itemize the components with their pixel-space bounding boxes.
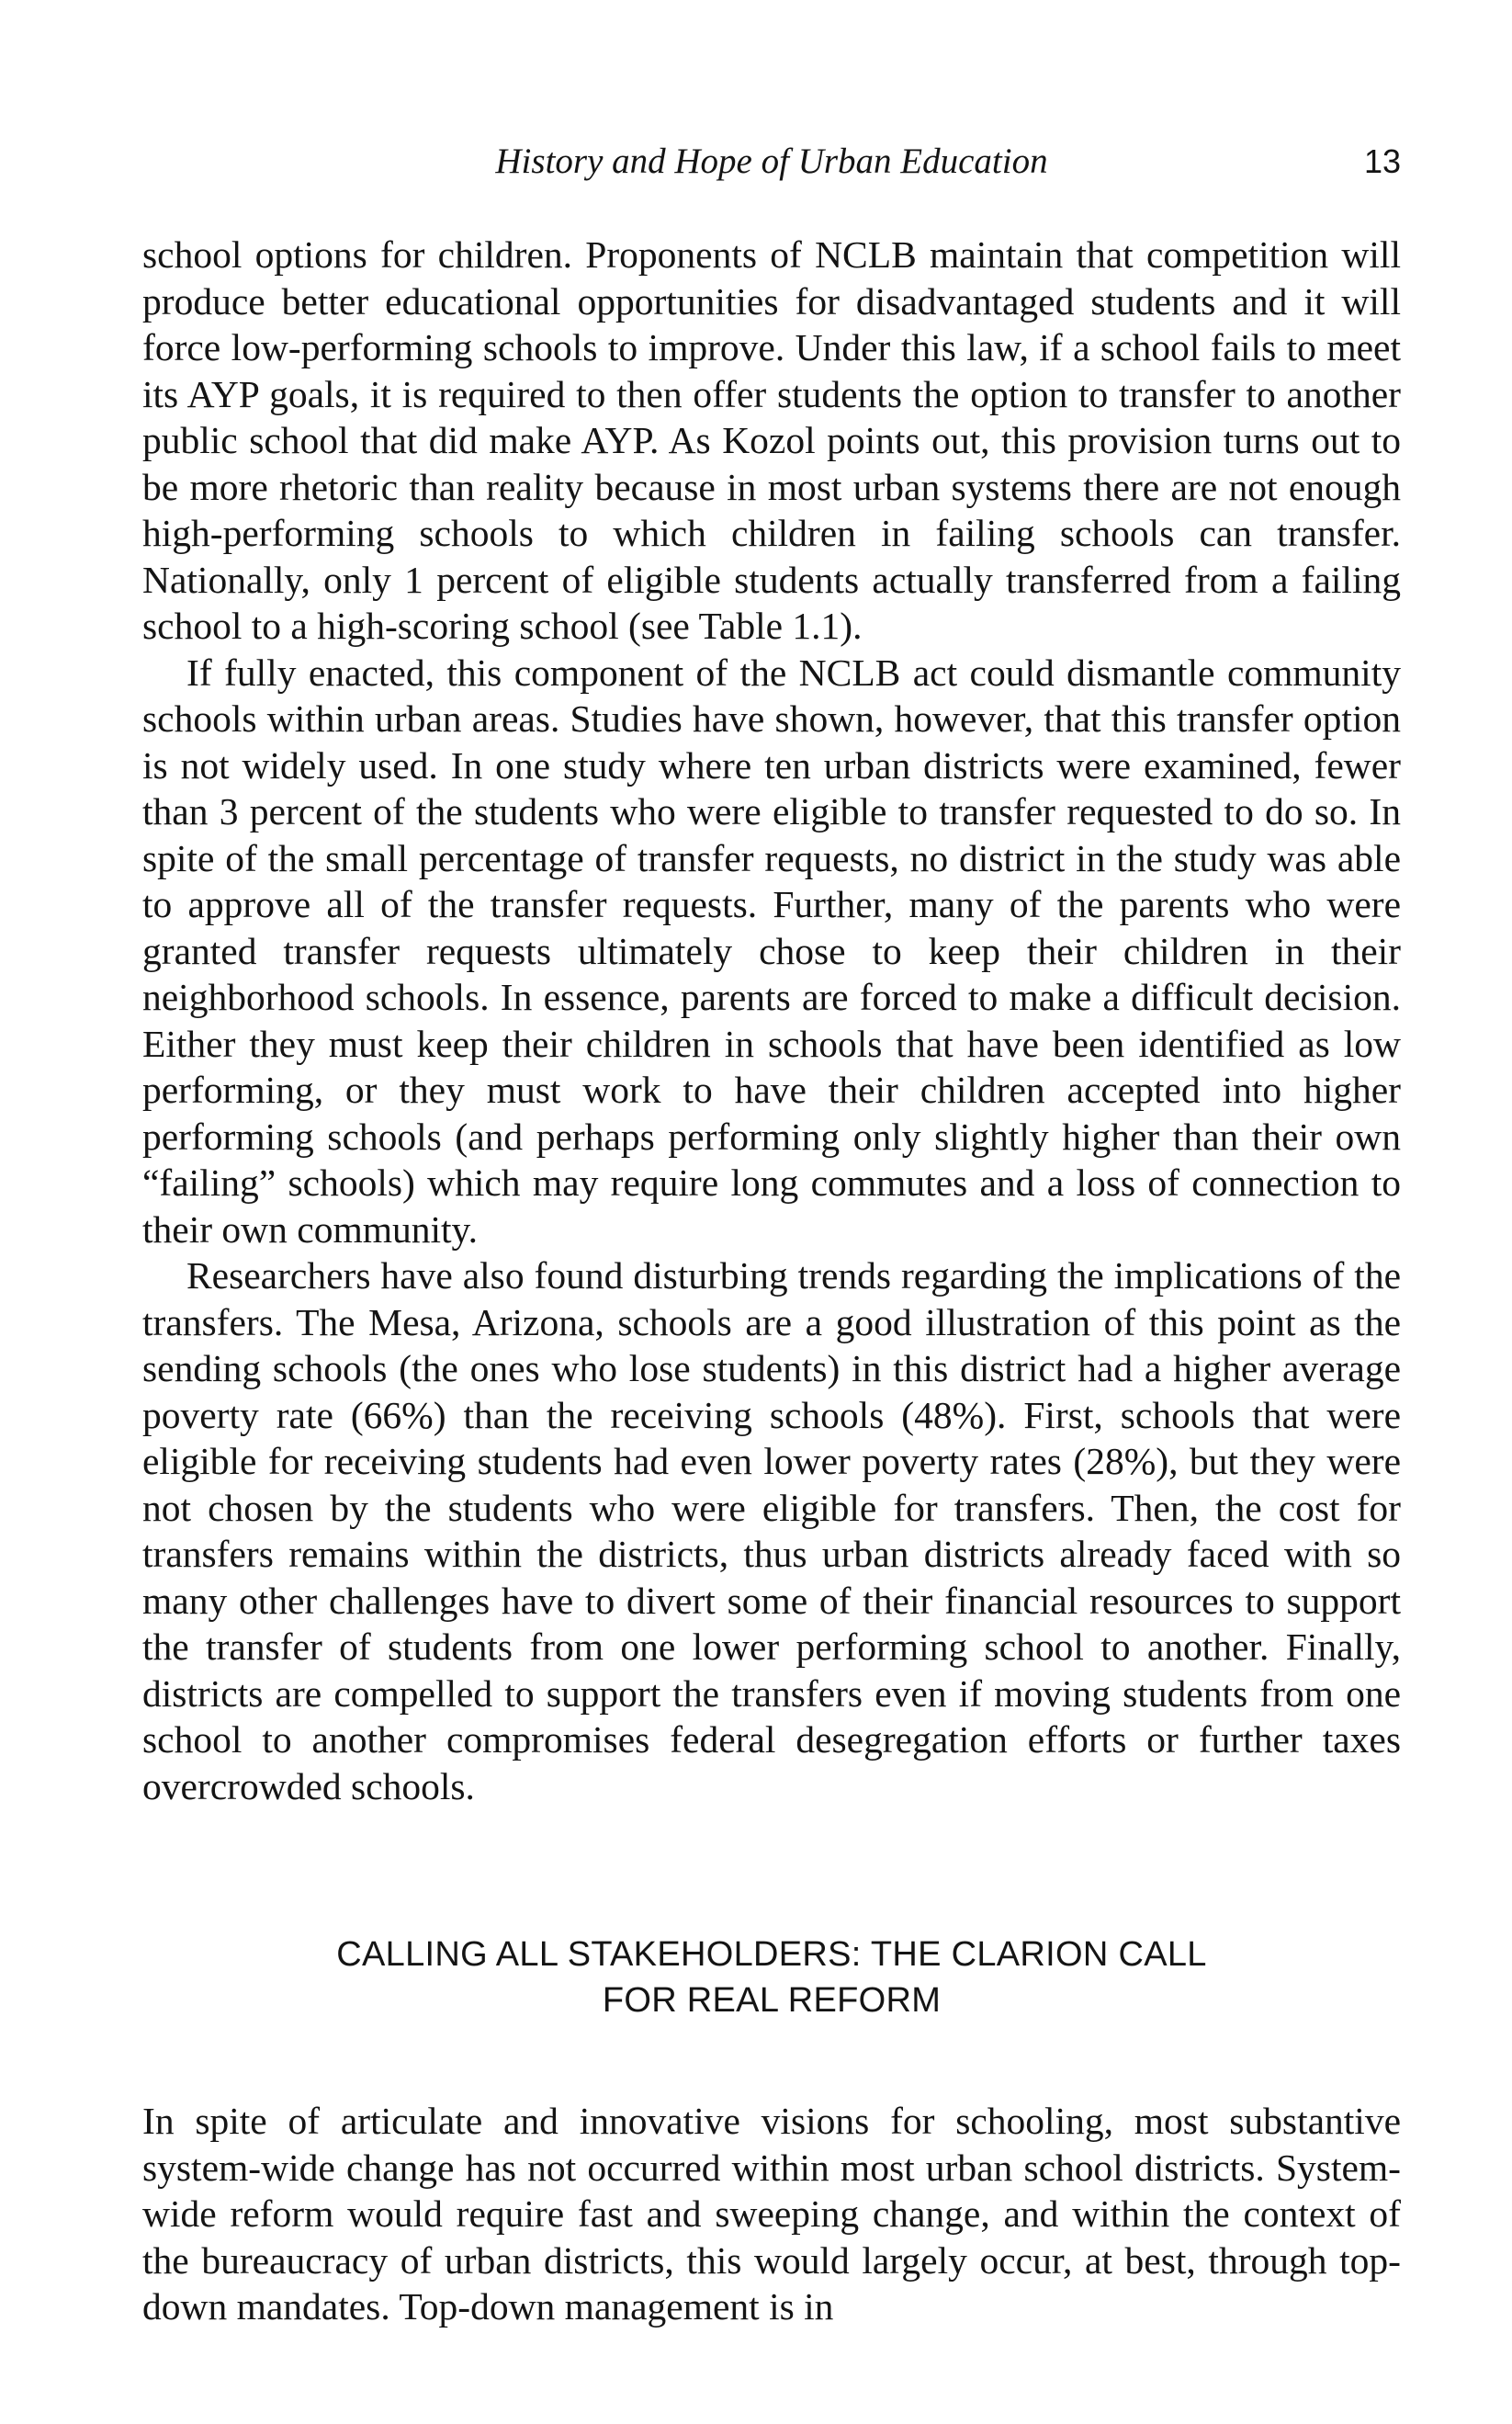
section-heading: [271, 1931, 1272, 2023]
section-heading-line-1: CALLING ALL STAKEHOLDERS: THE CLARION CALL: [336, 1935, 1207, 1974]
paragraph: In spite of articulate and innovative visions for schooling, most substantive system-wide change has not occurred within most urban school districts. System-wide reform would require fast and sweeping change, and within the context of the bureaucracy of urban districts, this would largely occur, at best, through top-down mandates. Top-down management is in: [142, 2100, 1401, 2328]
paragraph: Researchers have also found disturbing trends regarding the implications of the transfers. The Mesa, Arizona, schools are a good illustration of this point as the sending schools (the ones who lose students) in this district had a higher average poverty rate (66%) than the receiving schools (48%). First, schools that were eligible for receiving students had even lower poverty rates (28%), but they were not chosen by the students who were eligible for transfers. Then, the cost for transfers remains within the districts, thus urban districts already faced with so many other challenges have to divert some of their financial resources to support the transfer of students from one lower performing school to another. Finally, districts are compelled to support the transfers even if moving students from one school to another compromises federal desegregation efforts or further taxes overcrowded schools.: [142, 1254, 1401, 1807]
book-page: [142, 0, 1401, 2424]
running-head: [142, 136, 1401, 187]
paragraph: school options for children. Proponents of NCLB maintain that competition will produce better educational opportunities for disadvantaged students and it will force low-performing schools to improve. Under this law, if a school fails to meet its AYP goals, it is required to then offer students the option to transfer to another public school that did make AYP. As Kozol points out, this provision turns out to be more rhetoric than reality because in most urban systems there are not enough high-performing schools to which children in failing schools can transfer. Nationally, only 1 percent of eligible students actually transferred from a failing school to a high-scoring school (see Table 1.1).: [142, 233, 1401, 647]
page-number: 13: [1363, 142, 1401, 180]
paragraph: If fully enacted, this component of the NCLB act could dismantle community schools within urban areas. Studies have shown, however, that this transfer option is not widely used. In one study where ten urban districts were examined, fewer than 3 percent of the students who were eligible to transfer requested to do so. In spite of the small percentage of transfer requests, no district in the study was able to approve all of the transfer requests. Further, many of the parents who were granted transfer requests ultimately chose to keep their children in their neighborhood schools. In essence, parents are forced to make a difficult decision. Either they must keep their children in schools that have been identified as low performing, or they must work to have their children accepted into higher performing schools (and perhaps performing only slightly higher than their own “failing” schools) which may require long commutes and a loss of connection to their own community.: [142, 651, 1401, 1251]
body-text-before-heading: [142, 232, 1401, 1809]
body-text-after-heading: [142, 2098, 1401, 2330]
section-heading-line-2: FOR REAL REFORM: [602, 1981, 942, 2020]
running-head-title: History and Hope of Urban Education: [495, 142, 1048, 181]
